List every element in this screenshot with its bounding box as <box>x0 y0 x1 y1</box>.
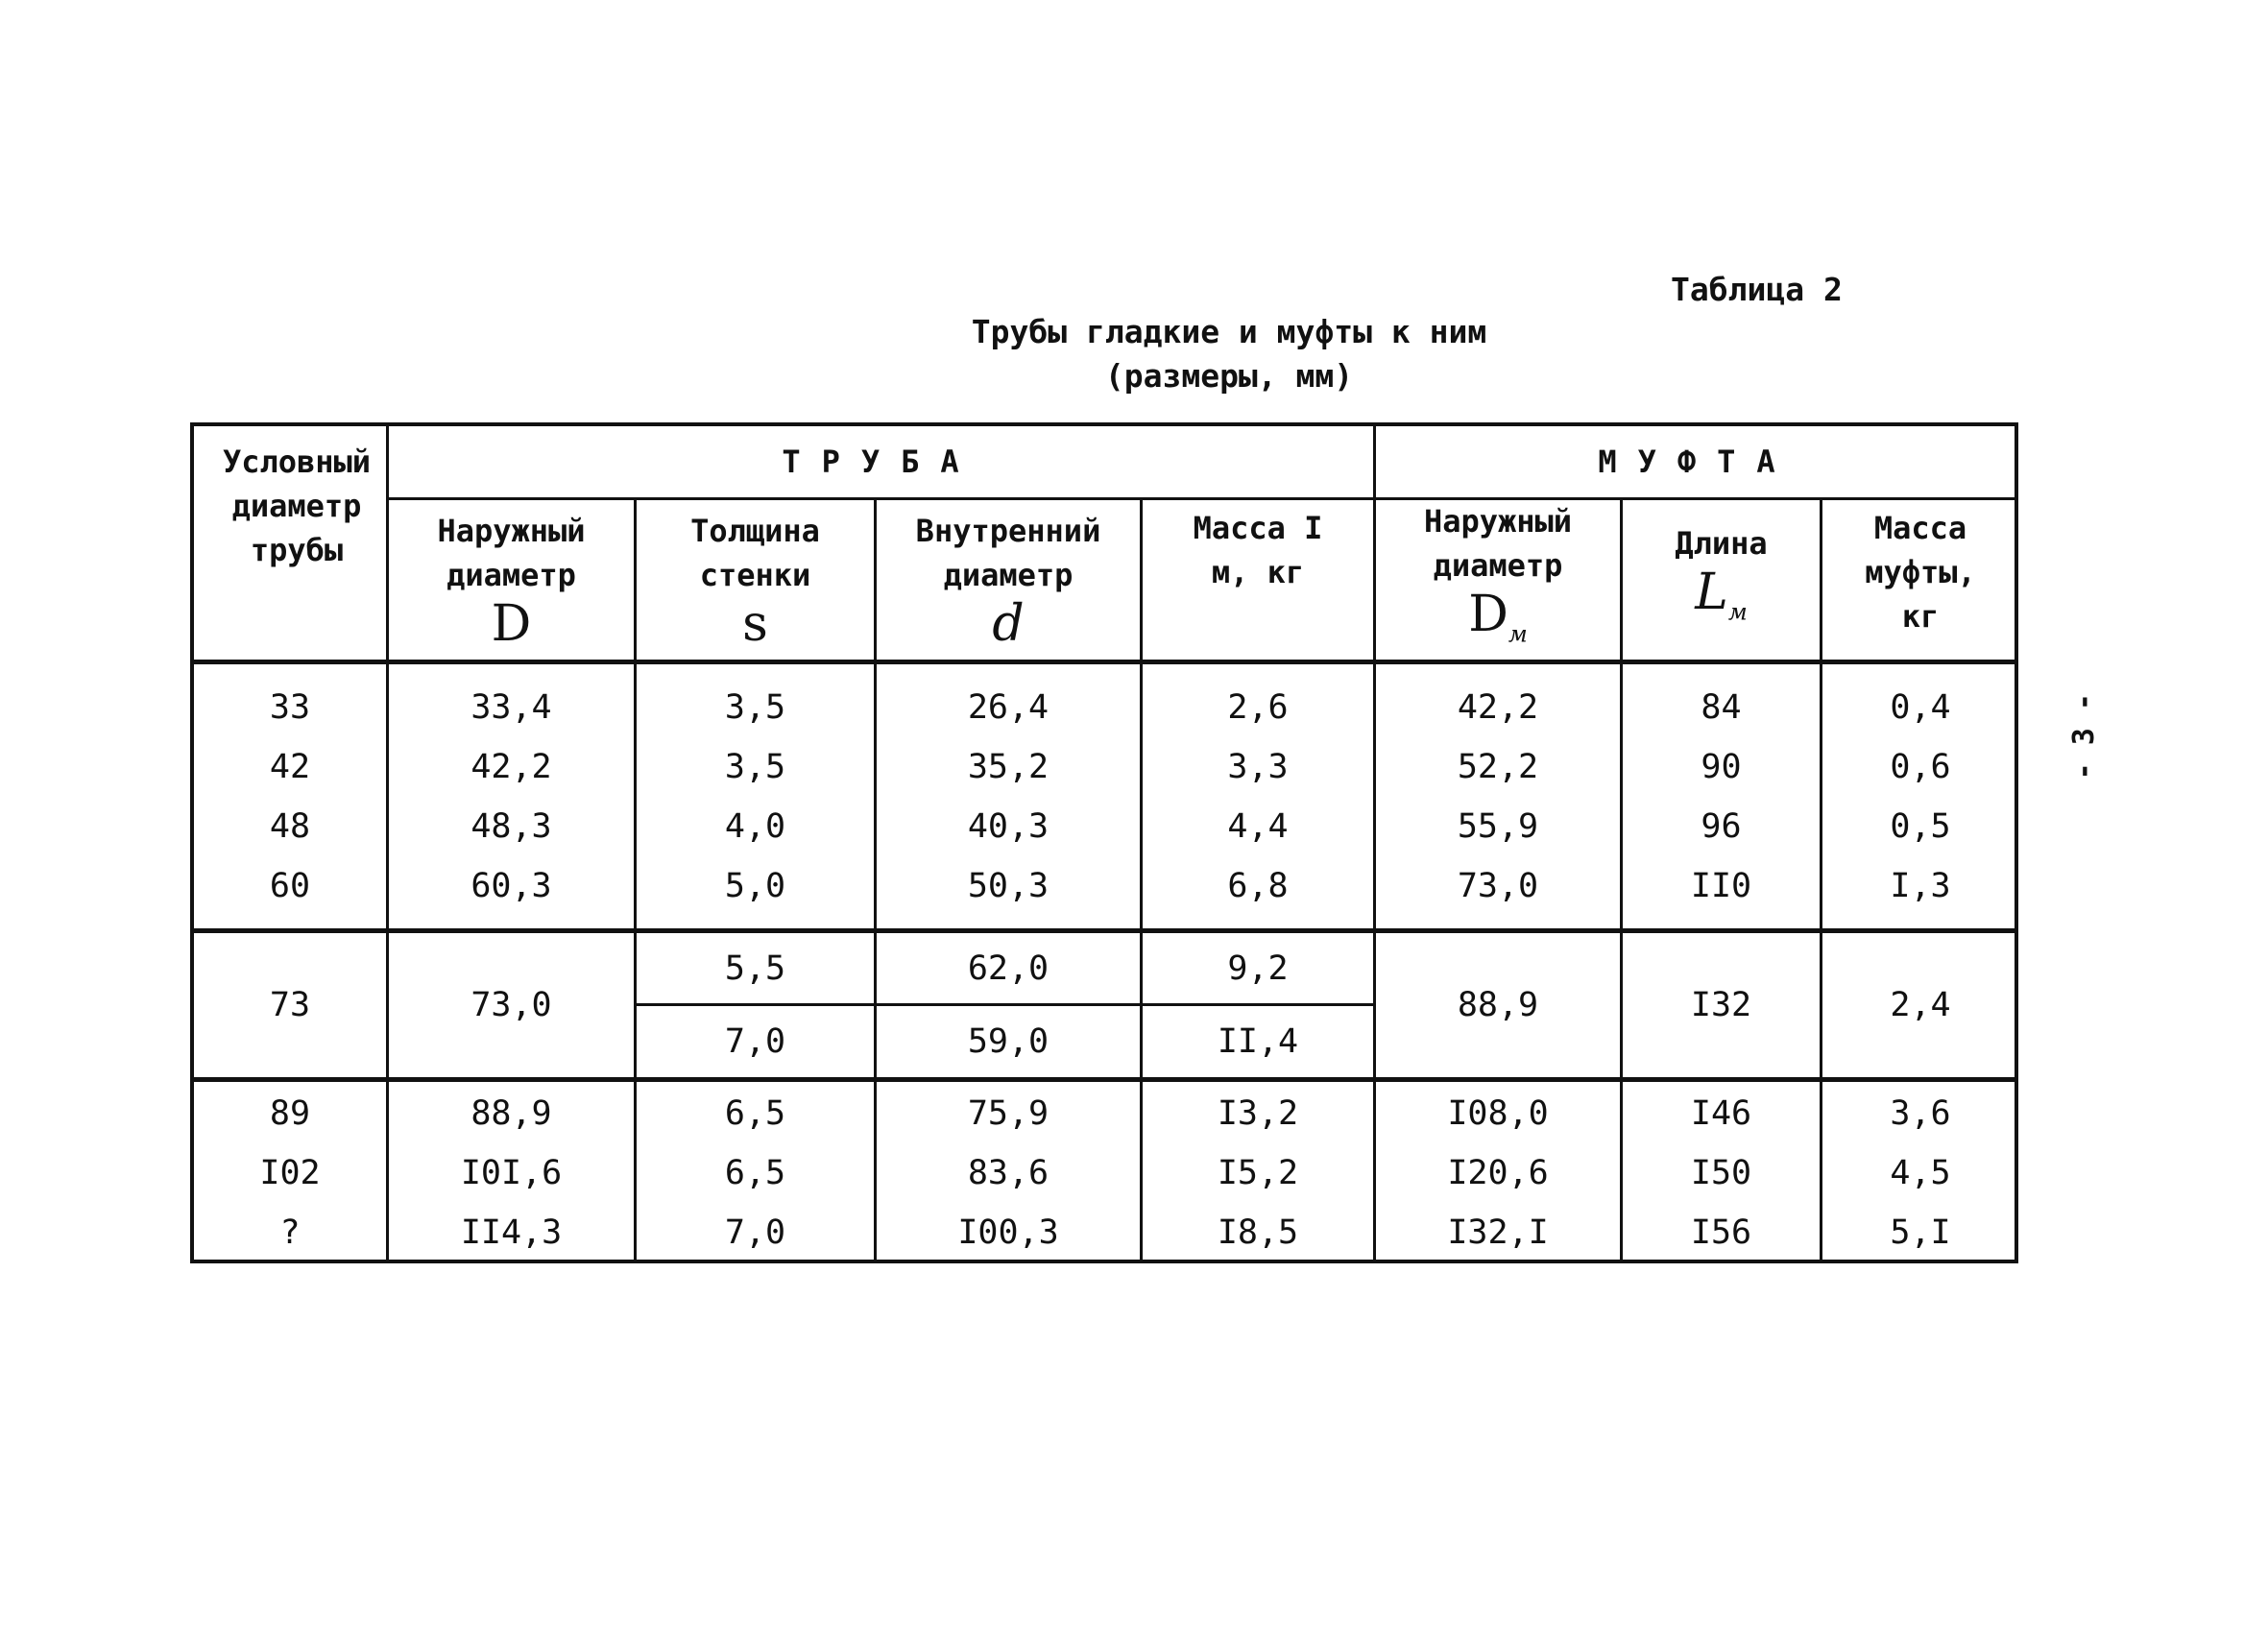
table-number-label: Таблица 2 <box>1671 271 1843 308</box>
header-nominal-diameter: Условный диаметр трубы <box>222 444 372 568</box>
symbol-main: L <box>1695 563 1728 621</box>
header-text: Наружный диаметр <box>1423 502 1573 584</box>
table-cell: 3,5 <box>724 747 786 786</box>
header-coupling-outer-diameter <box>1376 500 1620 660</box>
table-cell: 73 <box>269 986 311 1024</box>
table-cell: 90 <box>1701 747 1742 786</box>
col-mass-group3 <box>1143 1082 1373 1263</box>
col-inner-group1 <box>877 664 1140 928</box>
table-cell: 62,0 <box>967 949 1050 988</box>
table-cell: I5,2 <box>1217 1153 1299 1192</box>
col-nominal-group1 <box>194 664 386 928</box>
table-cell: 59,0 <box>967 1022 1050 1061</box>
col-length-group3 <box>1623 1082 1820 1263</box>
table-cell: 55,9 <box>1457 806 1539 846</box>
table-cell: 3,3 <box>1227 747 1289 786</box>
symbol-D: D <box>491 595 532 653</box>
header-text: Масса муфты, кг <box>1865 510 1976 635</box>
table-cell: 48 <box>269 806 311 846</box>
col-coupling-outer-group3 <box>1376 1082 1620 1263</box>
header-pipe-group: ТРУБА <box>782 444 980 480</box>
table-cell: 7,0 <box>724 1213 786 1252</box>
table-cell: 0,6 <box>1890 747 1951 786</box>
table-cell: 0,5 <box>1890 806 1951 846</box>
header-wall-thickness <box>637 500 874 660</box>
col-coupling-mass-group3 <box>1822 1082 2018 1263</box>
table-cell: 60,3 <box>470 866 552 905</box>
table-cell: 6,8 <box>1227 866 1289 905</box>
table-cell: I08,0 <box>1447 1093 1549 1133</box>
table-cell: 42,2 <box>1457 687 1539 727</box>
table-cell: 84 <box>1701 687 1742 727</box>
table-cell: I46 <box>1690 1093 1752 1133</box>
symbol-d: d <box>992 595 1025 653</box>
table-cell: 2,4 <box>1890 986 1951 1024</box>
header-text: Длина <box>1675 524 1768 562</box>
header-text: Масса I м, кг <box>1193 510 1323 590</box>
table-cell: I3,2 <box>1217 1093 1299 1133</box>
table-cell: 48,3 <box>470 806 552 846</box>
table-cell: 42 <box>269 747 311 786</box>
table-cell: 7,0 <box>724 1022 786 1061</box>
col-wall-group1 <box>637 664 874 928</box>
table-cell: 73,0 <box>470 986 552 1024</box>
table-cell: 0,4 <box>1890 687 1951 727</box>
table-cell: I,3 <box>1890 866 1951 905</box>
table-cell: I8,5 <box>1217 1213 1299 1252</box>
col-nominal-group3 <box>194 1082 386 1263</box>
header-coupling-mass <box>1822 500 2018 660</box>
table-cell: 88,9 <box>470 1093 552 1133</box>
table-cell: I32 <box>1690 986 1752 1024</box>
table-title-block <box>845 310 1613 398</box>
table-cell: 88,9 <box>1457 986 1539 1024</box>
table-cell: 26,4 <box>967 687 1050 727</box>
table-cell: 9,2 <box>1227 949 1289 988</box>
table-cell: II4,3 <box>460 1213 563 1252</box>
table-cell: 3,6 <box>1890 1093 1951 1133</box>
col-wall-group3 <box>637 1082 874 1263</box>
header-coupling-group: МУФТА <box>1598 444 1797 480</box>
table-cell: 4,5 <box>1890 1153 1951 1192</box>
table-cell: II,4 <box>1217 1022 1299 1061</box>
table-cell: I02 <box>259 1153 321 1192</box>
header-inner-diameter <box>877 500 1140 660</box>
table-cell: 4,4 <box>1227 806 1289 846</box>
table-cell: 33 <box>269 687 311 727</box>
table-cell: I0I,6 <box>460 1153 563 1192</box>
symbol-Lm <box>1695 565 1747 638</box>
table-cell: 3,5 <box>724 687 786 727</box>
col-coupling-outer-group1 <box>1376 664 1620 928</box>
col-mass-group1 <box>1143 664 1373 928</box>
table-cell: I20,6 <box>1447 1153 1549 1192</box>
table-cell: 73,0 <box>1457 866 1539 905</box>
table-cell: 52,2 <box>1457 747 1539 786</box>
header-text: Толщина стенки <box>690 513 820 593</box>
table-cell: 96 <box>1701 806 1742 846</box>
header-mass-per-meter <box>1143 500 1373 660</box>
col-coupling-mass-group1 <box>1822 664 2018 928</box>
table-cell: 42,2 <box>470 747 552 786</box>
col-length-group1 <box>1623 664 1820 928</box>
col-inner-group3 <box>877 1082 1140 1263</box>
table-cell: 4,0 <box>724 806 786 846</box>
symbol-s: s <box>742 595 768 653</box>
table-cell: I32,I <box>1447 1213 1549 1252</box>
page-number-mark: - 3 - <box>2067 693 2101 780</box>
table-cell: 50,3 <box>967 866 1050 905</box>
header-text: Наружный диаметр <box>437 513 586 593</box>
table-cell: 6,5 <box>724 1093 786 1133</box>
table-cell: 5,0 <box>724 866 786 905</box>
symbol-Dm <box>1468 585 1528 660</box>
col-outer-group1 <box>389 664 634 928</box>
table-cell: I56 <box>1690 1213 1752 1252</box>
table-cell: 75,9 <box>967 1093 1050 1133</box>
table-cell: 5,5 <box>724 949 786 988</box>
table-cell: 35,2 <box>967 747 1050 786</box>
header-coupling-length <box>1623 500 1820 660</box>
table-title: Трубы гладкие и муфты к ним <box>971 313 1487 350</box>
symbol-main: D <box>1468 585 1508 643</box>
table-cell: I50 <box>1690 1153 1752 1192</box>
table-cell: 5,I <box>1890 1213 1951 1252</box>
table-cell: 2,6 <box>1227 687 1289 727</box>
table-cell: 6,5 <box>724 1153 786 1192</box>
table-cell: 33,4 <box>470 687 552 727</box>
header-text: Внутренний диаметр <box>915 513 1101 593</box>
table-subtitle: (размеры, мм) <box>1104 357 1354 395</box>
table-cell: 89 <box>269 1093 311 1133</box>
table-cell: 40,3 <box>967 806 1050 846</box>
pipes-couplings-table <box>190 422 2018 1263</box>
header-pipe-outer-diameter <box>389 500 634 660</box>
table-cell: ? <box>279 1213 301 1252</box>
table-cell: II0 <box>1690 866 1752 905</box>
table-cell: 60 <box>269 866 311 905</box>
symbol-sub: м <box>1508 620 1528 648</box>
symbol-sub: м <box>1727 598 1748 626</box>
table-cell: 83,6 <box>967 1153 1050 1192</box>
col-outer-group3 <box>389 1082 634 1263</box>
table-cell: I00,3 <box>957 1213 1059 1252</box>
